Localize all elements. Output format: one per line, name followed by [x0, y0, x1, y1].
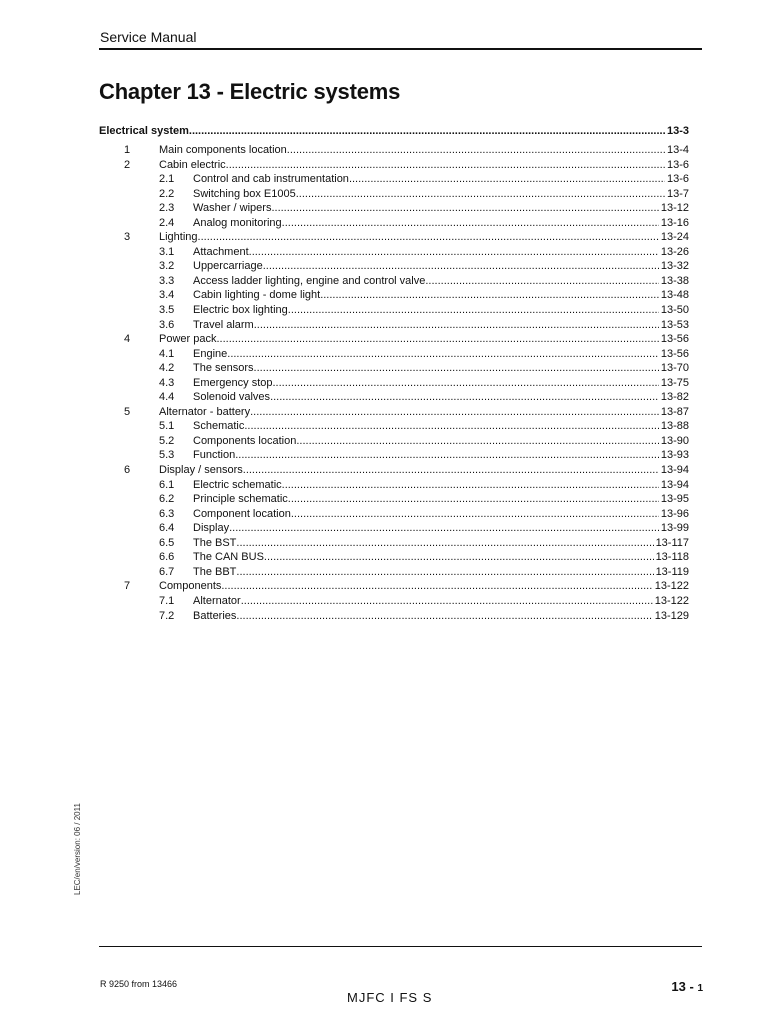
toc-entry-subnumber: 6.2 — [159, 493, 175, 506]
toc-entry-page: 13-38 — [660, 274, 689, 287]
chapter-title: Chapter 13 - Electric systems — [99, 79, 401, 104]
toc-entry-subnumber: 5.2 — [159, 434, 175, 447]
toc-leader — [271, 201, 658, 216]
toc-entry-title: Control and cab instrumentation — [193, 173, 349, 186]
toc-leader — [243, 463, 659, 478]
toc-leader — [264, 550, 654, 565]
toc-entry[interactable] — [99, 478, 689, 493]
toc-entry-number: 4 — [124, 333, 131, 346]
toc-entry-subnumber: 4.4 — [159, 391, 175, 404]
table-of-contents — [99, 123, 689, 623]
toc-entry-page: 13-122 — [654, 580, 689, 593]
toc-entry-number: 2 — [124, 158, 131, 171]
footer-code: MJFC I FS S — [347, 990, 433, 1005]
toc-entry[interactable] — [99, 332, 689, 347]
toc-entry[interactable] — [99, 376, 689, 391]
toc-section-title: Electrical system — [99, 125, 189, 137]
toc-entry-title: Schematic — [193, 420, 245, 433]
toc-entry-title: Batteries — [193, 609, 237, 622]
toc-entry-subnumber: 7.1 — [159, 594, 175, 607]
toc-entry-page: 13-50 — [660, 304, 689, 317]
toc-entry-page: 13-6 — [666, 173, 689, 186]
toc-entry-title: The sensors — [193, 362, 254, 375]
toc-entry-page: 13-26 — [660, 245, 689, 258]
toc-entry-page: 13-95 — [660, 493, 689, 506]
toc-entry-page: 13-48 — [660, 289, 689, 302]
toc-leader — [282, 478, 659, 493]
toc-entry[interactable] — [99, 594, 689, 609]
toc-leader — [249, 245, 659, 260]
toc-entry-page: 13-129 — [654, 609, 689, 622]
toc-leader — [226, 158, 665, 173]
toc-entry-title: Alternator — [193, 594, 241, 607]
toc-entry-page: 13-118 — [655, 551, 689, 564]
toc-entry-title: Cabin electric — [159, 158, 226, 171]
toc-entry-page: 13-117 — [655, 536, 689, 549]
toc-entry-title: Emergency stop — [193, 376, 273, 389]
toc-leader — [221, 579, 652, 594]
toc-entry[interactable] — [99, 187, 689, 202]
toc-entry-number: 5 — [124, 405, 131, 418]
toc-entry-page: 13-93 — [660, 449, 689, 462]
toc-leader — [272, 376, 658, 391]
toc-entry-title: Principle schematic — [193, 493, 288, 506]
toc-leader — [296, 434, 659, 449]
toc-entry-subnumber: 3.1 — [159, 245, 175, 258]
toc-entry-subnumber: 4.1 — [159, 347, 175, 360]
toc-leader — [263, 259, 659, 274]
toc-entry-title: Electric schematic — [193, 478, 282, 491]
toc-entry-page: 13-4 — [666, 144, 689, 156]
toc-entry-title: Function — [193, 449, 236, 462]
toc-entry[interactable] — [99, 245, 689, 260]
toc-entry-subnumber: 5.3 — [159, 449, 175, 462]
toc-entry-page: 13-12 — [660, 202, 689, 215]
toc-entry-subnumber: 6.6 — [159, 551, 175, 564]
toc-section-entry[interactable] — [99, 123, 689, 143]
toc-leader — [250, 405, 659, 420]
toc-entry-title: Power pack — [159, 333, 217, 346]
toc-entry-number: 7 — [124, 580, 131, 593]
toc-entry-subnumber: 2.4 — [159, 216, 175, 229]
toc-entry[interactable] — [99, 448, 689, 463]
toc-entry-title: Switching box E1005 — [193, 187, 296, 200]
toc-entry-page: 13-75 — [660, 376, 689, 389]
toc-entry-page: 13-99 — [660, 522, 689, 535]
toc-leader — [270, 390, 659, 405]
toc-entry-page: 13-122 — [654, 594, 689, 607]
toc-entry-page: 13-56 — [660, 347, 689, 360]
toc-entry-number: 6 — [124, 464, 131, 477]
toc-leader — [241, 594, 653, 609]
toc-entry[interactable] — [99, 201, 689, 216]
toc-leader — [320, 288, 659, 303]
toc-entry-subnumber: 7.2 — [159, 609, 175, 622]
toc-entry[interactable] — [99, 521, 689, 536]
toc-entry[interactable] — [99, 463, 689, 478]
toc-leader — [287, 143, 665, 158]
toc-entry-title: Display / sensors — [159, 464, 243, 477]
toc-entry-title: Washer / wipers — [193, 202, 272, 215]
toc-entry-subnumber: 6.3 — [159, 507, 175, 520]
toc-entry[interactable] — [99, 303, 689, 318]
toc-entry[interactable] — [99, 143, 689, 158]
toc-entry[interactable] — [99, 419, 689, 434]
toc-entry-subnumber: 6.4 — [159, 522, 175, 535]
toc-leader — [229, 521, 659, 536]
toc-entry-title: Attachment — [193, 245, 249, 258]
toc-entry-subnumber: 2.2 — [159, 187, 175, 200]
version-note: LEC/en/version: 06 / 2011 — [73, 803, 82, 895]
toc-entry-title: Alternator - battery — [159, 405, 251, 418]
toc-entry[interactable] — [99, 579, 689, 594]
toc-entry-title: Engine — [193, 347, 228, 360]
toc-entry-subnumber: 4.3 — [159, 376, 175, 389]
toc-section-page: 13-3 — [666, 125, 689, 137]
toc-entry[interactable] — [99, 172, 689, 187]
toc-entry[interactable] — [99, 492, 689, 507]
toc-entry[interactable] — [99, 507, 689, 522]
toc-entry-page: 13-96 — [660, 507, 689, 520]
toc-entry-title: Display — [193, 522, 230, 535]
toc-entry-title: Cabin lighting - dome light — [193, 289, 321, 302]
toc-entry[interactable] — [99, 550, 689, 565]
toc-entry-page: 13-90 — [660, 434, 689, 447]
toc-entry[interactable] — [99, 230, 689, 245]
toc-entry[interactable] — [99, 216, 689, 231]
toc-entry-title: The BBT — [193, 565, 237, 578]
toc-entry-subnumber: 3.4 — [159, 289, 175, 302]
toc-entry-title: Uppercarriage — [193, 260, 263, 273]
toc-entry[interactable] — [99, 347, 689, 362]
toc-leader — [288, 492, 659, 507]
toc-entry-number: 3 — [124, 231, 131, 244]
toc-entry-subnumber: 6.5 — [159, 536, 175, 549]
toc-entry-subnumber: 3.6 — [159, 318, 175, 331]
toc-entry-subnumber: 2.3 — [159, 202, 175, 215]
toc-entry-page: 13-119 — [655, 565, 689, 578]
toc-entry-page: 13-94 — [660, 464, 689, 477]
toc-entry-subnumber: 5.1 — [159, 420, 175, 433]
footer-rule — [99, 946, 702, 947]
toc-leader — [227, 347, 659, 362]
toc-entry[interactable] — [99, 565, 689, 580]
toc-entry-title: Main components location — [159, 144, 287, 156]
toc-entry-title: Electric box lighting — [193, 304, 288, 317]
toc-entry[interactable] — [99, 318, 689, 333]
toc-entry-page: 13-32 — [660, 260, 689, 273]
toc-entry-subnumber: 3.3 — [159, 274, 175, 287]
toc-entry[interactable] — [99, 259, 689, 274]
toc-leader — [288, 303, 659, 318]
toc-leader — [236, 609, 652, 624]
toc-entry-title: Analog monitoring — [193, 216, 282, 229]
toc-entry-title: Components — [159, 580, 222, 593]
toc-leader — [254, 318, 659, 333]
toc-entry[interactable] — [99, 361, 689, 376]
toc-entry[interactable] — [99, 274, 689, 289]
toc-entry-title: Components location — [193, 434, 297, 447]
toc-leader — [296, 187, 665, 202]
toc-entry-page: 13-6 — [666, 158, 689, 171]
footer-model: R 9250 from 13466 — [100, 979, 178, 989]
toc-entry-page: 13-82 — [660, 391, 689, 404]
running-header-title: Service Manual — [100, 29, 197, 45]
toc-entry-number: 1 — [124, 144, 131, 156]
toc-entry-subnumber: 4.2 — [159, 362, 175, 375]
toc-entry-page: 13-88 — [660, 420, 689, 433]
toc-entry-title: The BST — [193, 536, 237, 549]
header-rule — [99, 48, 702, 50]
toc-entry[interactable] — [99, 434, 689, 449]
toc-entry-title: Access ladder lighting, engine and control valve — [193, 274, 426, 287]
toc-entry[interactable] — [99, 390, 689, 405]
toc-leader — [425, 274, 658, 289]
toc-entry-title: Solenoid valves — [193, 391, 271, 404]
page-number-sub: 1 — [697, 983, 703, 994]
toc-entry-subnumber: 3.5 — [159, 304, 175, 317]
toc-leader — [244, 419, 659, 434]
toc-entry-subnumber: 3.2 — [159, 260, 175, 273]
toc-entry[interactable] — [99, 158, 689, 173]
toc-leader — [291, 507, 659, 522]
toc-leader — [349, 172, 665, 187]
toc-entry-title: Lighting — [159, 231, 198, 244]
toc-entry-title: The CAN BUS — [193, 551, 264, 564]
page-number — [671, 979, 703, 994]
toc-entry-page: 13-56 — [660, 333, 689, 346]
toc-entry-title: Component location — [193, 507, 291, 520]
toc-leader — [236, 565, 653, 580]
toc-entry-page: 13-53 — [660, 318, 689, 331]
toc-entry-page: 13-7 — [666, 187, 689, 200]
toc-entry-subnumber: 6.7 — [159, 565, 175, 578]
toc-leader — [282, 216, 659, 231]
toc-entry-page: 13-16 — [660, 216, 689, 229]
toc-entry[interactable] — [99, 536, 689, 551]
toc-entry-subnumber: 6.1 — [159, 478, 175, 491]
toc-leader — [198, 230, 659, 245]
toc-leader — [235, 448, 659, 463]
toc-entry[interactable] — [99, 609, 689, 624]
toc-leader — [236, 536, 653, 551]
page-number-main: 13 - — [671, 979, 694, 994]
toc-entry-page: 13-24 — [660, 231, 689, 244]
toc-entry-page: 13-70 — [660, 362, 689, 375]
toc-leader — [189, 123, 665, 139]
toc-leader — [216, 332, 658, 347]
toc-leader — [254, 361, 659, 376]
toc-entry-subnumber: 2.1 — [159, 173, 175, 186]
toc-entry[interactable] — [99, 405, 689, 420]
toc-entry-title: Travel alarm — [193, 318, 254, 331]
toc-entry[interactable] — [99, 288, 689, 303]
toc-entry-page: 13-87 — [660, 405, 689, 418]
toc-entry-page: 13-94 — [660, 478, 689, 491]
